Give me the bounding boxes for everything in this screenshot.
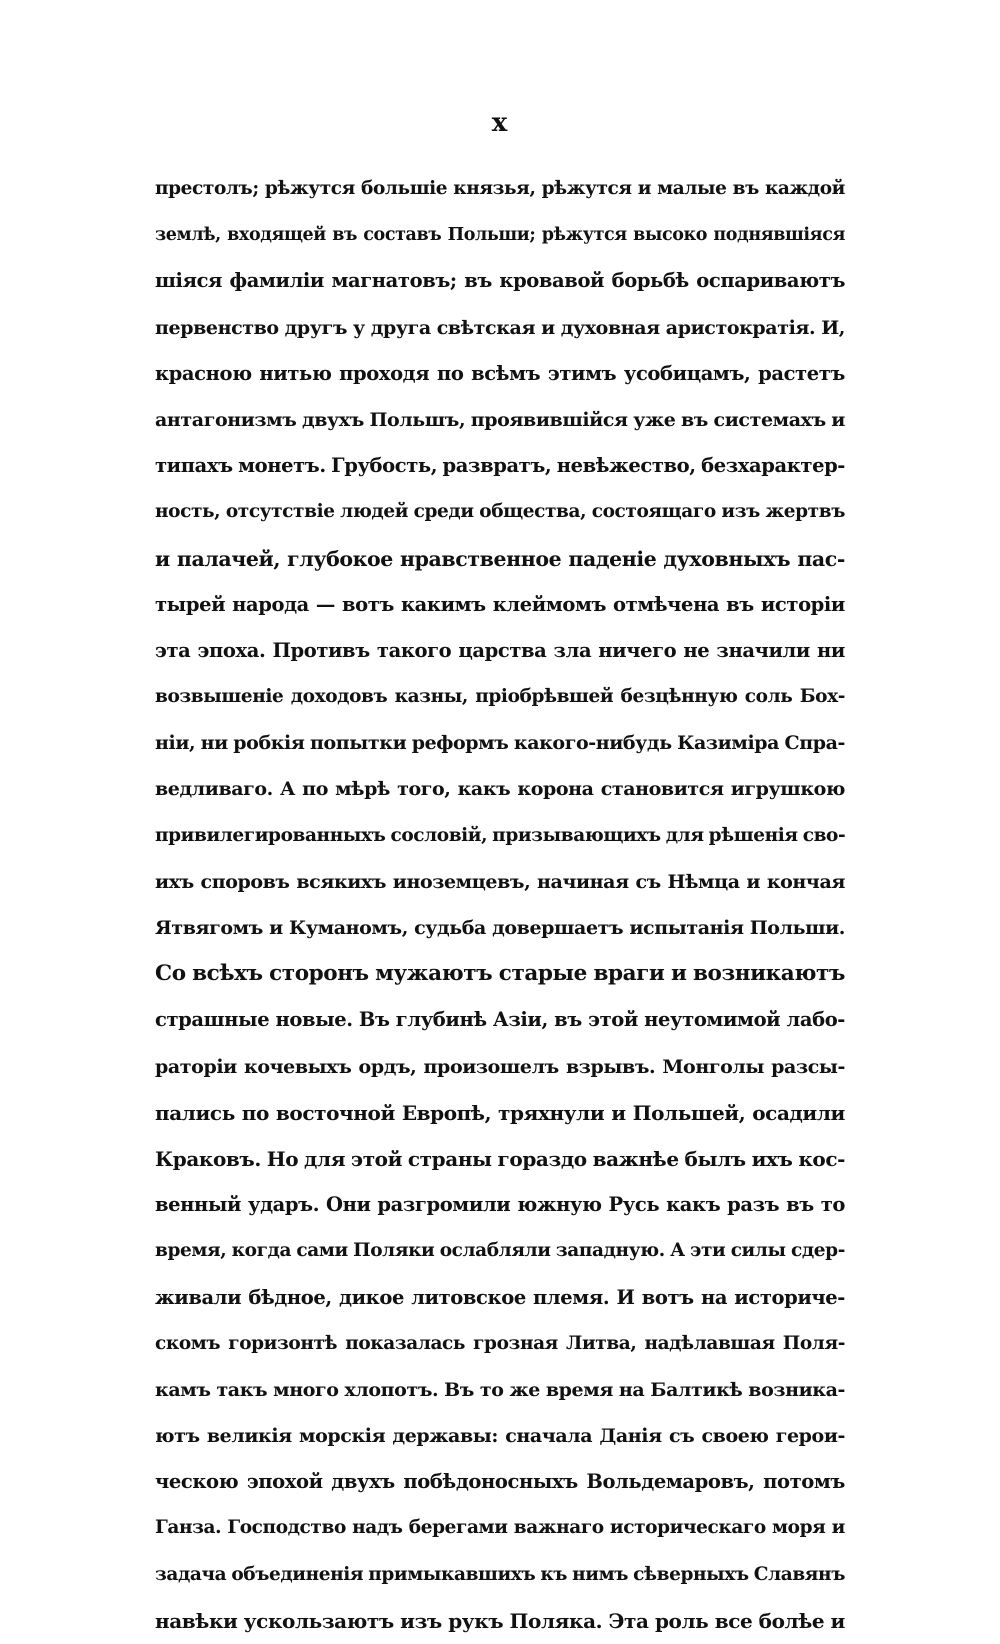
text-line: привилегированныхъ сословій, призывающихъ для рѣшенія сво- [155,824,845,846]
text-line: красною нитью проходя по всѣмъ этимъ усобицамъ, растетъ [155,361,845,385]
text-line: типахъ монетъ. Грубость, развратъ, невѣжество, безхарактер- [155,454,845,478]
text-line: ніи, ни робкія попытки реформъ какого-нибудь Казиміра Спра- [155,732,845,755]
text-line: венный ударъ. Они разгромили южную Русь какъ разъ въ то [155,1193,845,1217]
page-number: x [491,108,509,138]
text-line: камъ такъ много хлопотъ. Въ то же время на Балтикѣ возника- [155,1378,845,1401]
text-line: землѣ, входящей въ составъ Польши; рѣжутся высоко поднявшіяся [155,225,845,246]
text-line: Ганза. Господство надъ берегами важнаго историческаго моря и [155,1517,845,1539]
text-line: пались по восточной Европѣ, тряхнули и Польшей, осадили [155,1100,845,1125]
text-line: ческою эпохой двухъ побѣдоносныхъ Вольдемаровъ, потомъ [155,1470,845,1494]
text-line: живали бѣдное, дикое литовское племя. И вотъ на историче- [155,1285,845,1309]
text-line: Краковъ. Но для этой страны гораздо важнѣе былъ ихъ кос- [155,1146,845,1171]
text-line: ведливаго. А по мѣрѣ того, какъ корона становится игрушкою [155,778,845,801]
text-line: страшные новые. Въ глубинѣ Азіи, въ этой неутомимой лабо- [155,1008,845,1032]
text-line: престолъ; рѣжутся большіе князья, рѣжутся и малые въ каждой [155,178,845,199]
text-line: ность, отсутствіе людей среди общества, состоящаго изъ жертвъ [155,501,845,523]
text-line: задача объединенія примыкавшихъ къ нимъ сѣверныхъ Славянъ [155,1563,845,1585]
text-line: навѣки ускользаютъ изъ рукъ Поляка. Эта роль все болѣе и [155,1608,845,1633]
text-line: время, когда сами Поляки ослабляли западную. А эти силы сдер- [155,1240,845,1262]
body-text [155,166,845,1644]
text-line: и палачей, глубокое нравственное паденіе духовныхъ пас- [155,546,845,571]
text-line: раторіи кочевыхъ ордъ, произошелъ взрывъ. Монголы разсы- [155,1055,845,1078]
text-line: ютъ великія морскія державы: сначала Данія съ своею герои- [155,1425,845,1448]
text-line: Ятвягомъ и Куманомъ, судьба довершаетъ испытанія Польши. [155,917,845,939]
text-line: эта эпоха. Противъ такого царства зла ничего не значили ни [155,638,845,662]
text-line: скомъ горизонтѣ показалась грозная Литва, надѣлавшая Поля- [155,1332,845,1354]
text-line: Со всѣхъ сторонъ мужаютъ старые враги и возникаютъ [155,961,845,987]
text-line: возвышеніе доходовъ казны, пріобрѣвшей безцѣнную соль Бох- [155,686,845,708]
text-line: первенство другъ у друга свѣтская и духовная аристократія. И, [155,316,845,339]
text-line: ихъ споровъ всякихъ иноземцевъ, начиная съ Нѣмца и кончая [155,870,845,893]
text-line: тырей народа — вотъ какимъ клеймомъ отмѣчена въ исторіи [155,592,845,616]
text-line: шіяся фамиліи магнатовъ; въ кровавой борьбѣ оспариваютъ [155,269,845,293]
text-line: антагонизмъ двухъ Польшъ, проявившійся уже въ системахъ и [155,408,845,431]
